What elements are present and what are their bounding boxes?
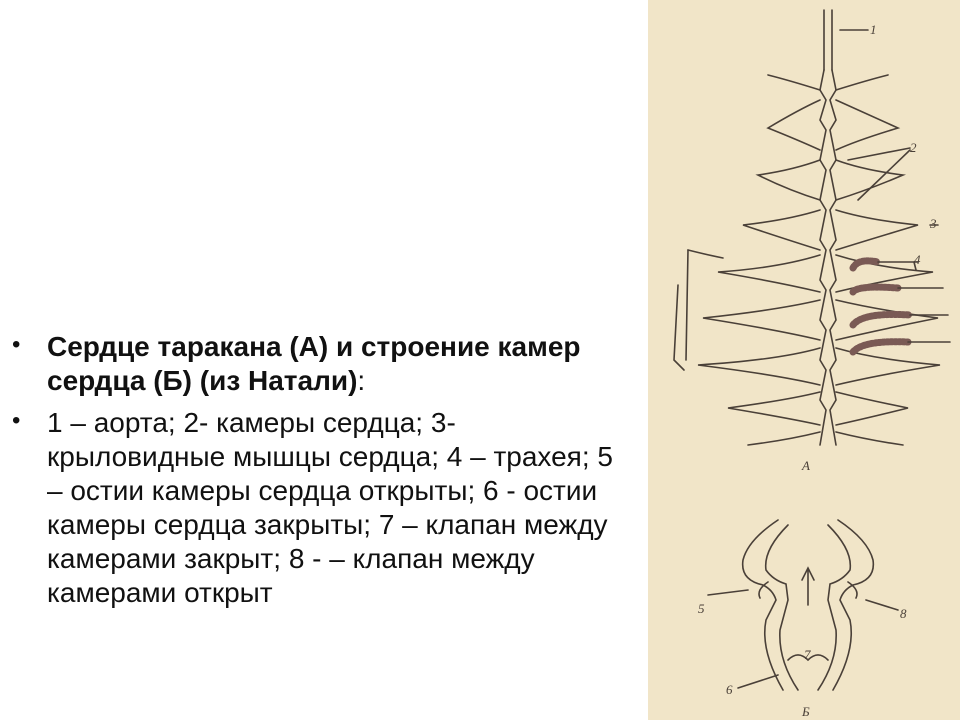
bullet-dot-icon: • bbox=[12, 331, 21, 358]
bullet-heading bbox=[0, 330, 630, 398]
label-4: 4 bbox=[914, 252, 921, 267]
panel-b-drawing bbox=[708, 520, 898, 690]
panel-a-drawing bbox=[674, 10, 950, 445]
bullet-legend bbox=[0, 406, 630, 610]
label-8: 8 bbox=[900, 606, 907, 621]
label-1: 1 bbox=[870, 22, 877, 37]
label-7: 7 bbox=[804, 647, 811, 662]
cockroach-heart-figure bbox=[648, 0, 960, 720]
label-6: 6 bbox=[726, 682, 733, 697]
label-panel-b: Б bbox=[802, 704, 810, 719]
heart-diagram bbox=[648, 0, 960, 720]
heading-suffix: : bbox=[357, 365, 366, 396]
label-3: 3 bbox=[930, 216, 937, 231]
label-panel-a: А bbox=[802, 458, 810, 473]
legend-text: 1 – аорта; 2- камеры сердца; 3- крыловидные мышцы сердца; 4 – трахея; 5 – остии камеры сердца открыты; 6 - остии камеры сердца закрыты; 7 – клапан между камерами закрыт; 8 - – клапан между камерами открыт bbox=[47, 407, 613, 608]
label-5: 5 bbox=[698, 601, 705, 616]
bullet-dot-icon: • bbox=[12, 407, 21, 434]
heading-text: Сердце таракана (А) и строение камер сердца (Б) (из Натали) bbox=[47, 331, 581, 396]
text-content bbox=[0, 330, 630, 610]
label-2: 2 bbox=[910, 140, 917, 155]
